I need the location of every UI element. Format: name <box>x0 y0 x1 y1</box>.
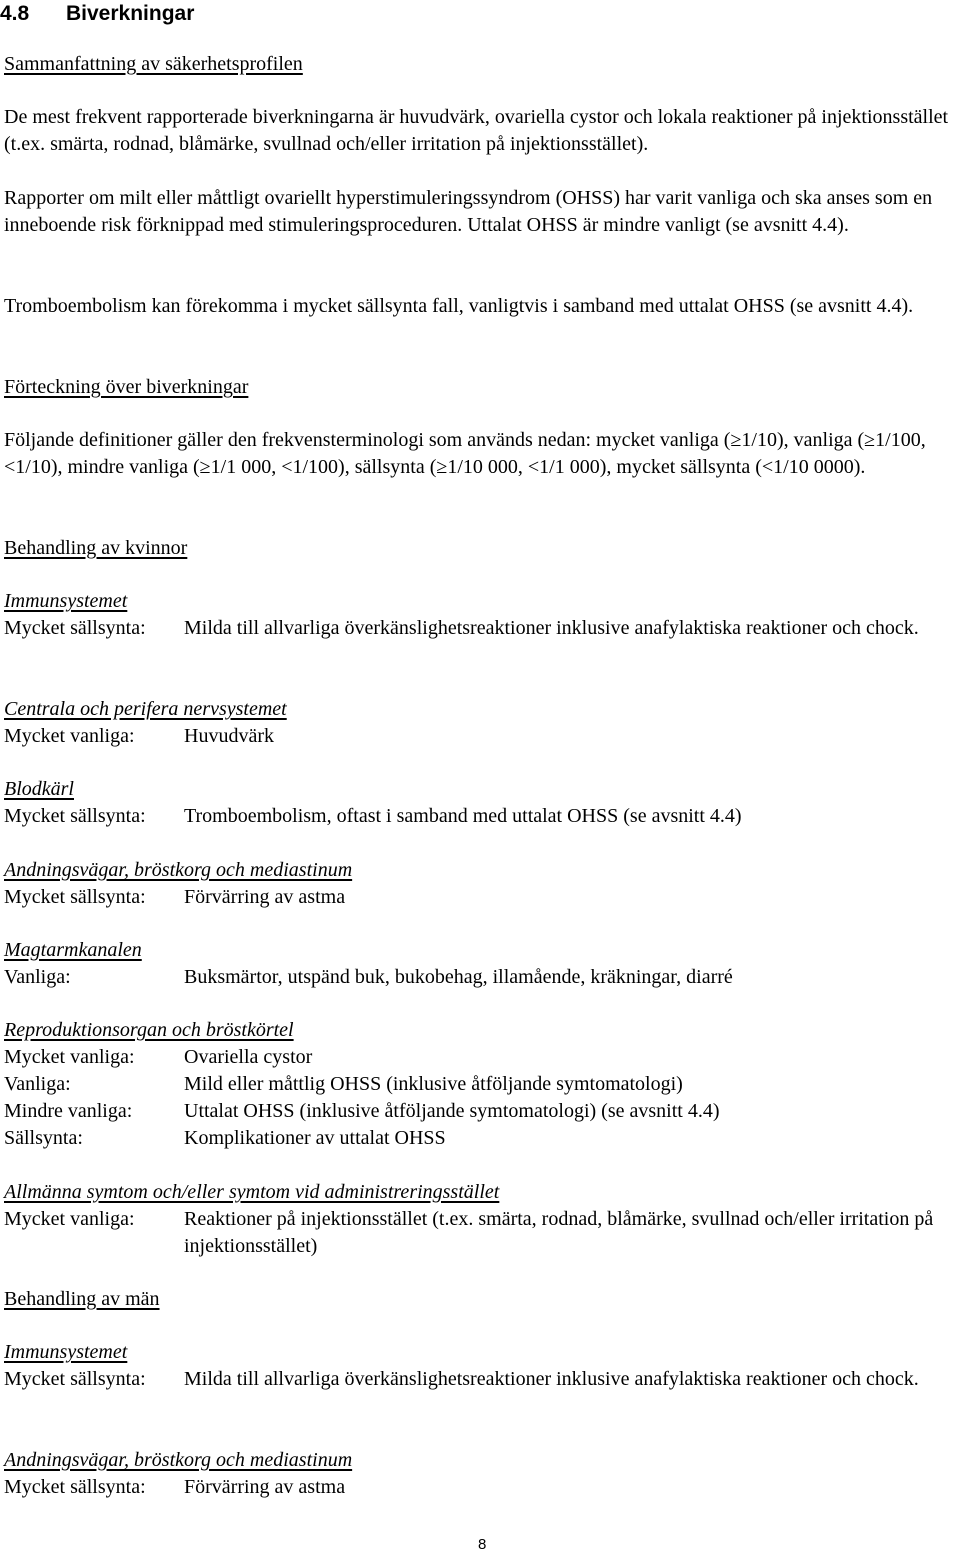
frequency-label: Mycket sällsynta: <box>4 1476 146 1498</box>
adverse-reaction-row <box>4 615 956 642</box>
organ-class-heading: Magtarmkanalen <box>4 939 142 961</box>
section-title: Biverkningar <box>66 2 195 25</box>
reaction-text: Förvärring av astma <box>184 1476 346 1498</box>
frequency-definitions: Följande definitioner gäller den frekvensterminologi som används nedan: mycket vanliga (≥1/10), vanliga (≥1/100, <1/10), mindre vanliga (≥1/1 000, <1/100), sällsynta (≥1/10 000, <1/1 000), mycket sällsynta (<1/10 0000). <box>4 429 926 478</box>
reaction-text: Ovariella cystor <box>184 1046 313 1068</box>
frequency-label: Mycket sällsynta: <box>4 886 146 908</box>
adverse-reaction-row <box>4 1044 956 1071</box>
reaction-text: Komplikationer av uttalat OHSS <box>184 1127 446 1149</box>
frequency-label: Mycket vanliga: <box>4 1046 135 1068</box>
reaction-text: Huvudvärk <box>184 725 274 747</box>
reaction-text: Milda till allvarliga överkänslighetsreaktioner inklusive anafylaktiska reaktioner och chock. <box>184 1368 919 1390</box>
reaction-text: Tromboembolism, oftast i samband med uttalat OHSS (se avsnitt 4.4) <box>184 805 742 827</box>
adverse-reaction-row <box>4 1366 956 1393</box>
section-number: 4.8 <box>0 2 30 25</box>
organ-class-heading: Blodkärl <box>4 778 74 800</box>
adverse-reaction-row <box>4 723 956 750</box>
reaction-text: Uttalat OHSS (inklusive åtföljande symtomatologi) (se avsnitt 4.4) <box>184 1100 720 1122</box>
organ-class-heading: Centrala och perifera nervsystemet <box>4 698 287 720</box>
adverse-reaction-row <box>4 1474 956 1501</box>
adverse-reaction-row <box>4 1125 956 1152</box>
page-number: 8 <box>478 1536 487 1553</box>
organ-class-heading: Allmänna symtom och/eller symtom vid administreringsstället <box>4 1181 500 1203</box>
frequency-label: Mycket sällsynta: <box>4 805 146 827</box>
organ-class-heading: Andningsvägar, bröstkorg och mediastinum <box>4 859 353 881</box>
frequency-label: Vanliga: <box>4 966 71 988</box>
organ-class-heading: Andningsvägar, bröstkorg och mediastinum <box>4 1449 353 1471</box>
reaction-text: Förvärring av astma <box>184 886 346 908</box>
organ-class-heading: Immunsystemet <box>4 590 128 612</box>
men-heading: Behandling av män <box>4 1288 160 1310</box>
frequency-label: Mycket sällsynta: <box>4 1368 146 1390</box>
summary-paragraph-3: Tromboembolism kan förekomma i mycket sällsynta fall, vanligtvis i samband med uttalat OHSS (se avsnitt 4.4). <box>4 295 914 317</box>
adverse-reaction-row <box>4 1206 956 1257</box>
organ-class-heading: Immunsystemet <box>4 1341 128 1363</box>
frequency-label: Mycket vanliga: <box>4 1208 135 1230</box>
women-heading: Behandling av kvinnor <box>4 537 188 559</box>
frequency-label: Vanliga: <box>4 1073 71 1095</box>
summary-paragraph-2: Rapporter om milt eller måttligt ovariellt hyperstimuleringssyndrom (OHSS) har varit vanliga och ska anses som en inneboende risk förknippad med stimuleringsproceduren. Uttalat OHSS är mindre vanligt (se avsnitt 4.4). <box>4 187 933 236</box>
summary-heading: Sammanfattning av säkerhetsprofilen <box>4 53 303 75</box>
frequency-label: Mycket sällsynta: <box>4 617 146 639</box>
adverse-reaction-row <box>4 884 956 911</box>
frequency-label: Mycket vanliga: <box>4 725 135 747</box>
adverse-reaction-row <box>4 964 956 991</box>
reaction-text: Mild eller måttlig OHSS (inklusive åtföljande symtomatologi) <box>184 1073 683 1095</box>
summary-paragraph-1: De mest frekvent rapporterade biverkningarna är huvudvärk, ovariella cystor och lokala reaktioner på injektionsstället (t.ex. smärta, rodnad, blåmärke, svullnad och/eller irritation på injektionsstället). <box>4 106 949 155</box>
adverse-reaction-row <box>4 1098 956 1125</box>
frequency-label: Sällsynta: <box>4 1127 83 1149</box>
adverse-reaction-row <box>4 803 956 830</box>
reaction-text: Buksmärtor, utspänd buk, bukobehag, illamående, kräkningar, diarré <box>184 966 733 988</box>
adverse-reaction-row <box>4 1071 956 1098</box>
reaction-text: Reaktioner på injektionsstället (t.ex. smärta, rodnad, blåmärke, svullnad och/eller irritation på injektionsstället) <box>184 1208 934 1257</box>
reaction-text: Milda till allvarliga överkänslighetsreaktioner inklusive anafylaktiska reaktioner och chock. <box>184 617 919 639</box>
organ-class-heading: Reproduktionsorgan och bröstkörtel <box>4 1019 294 1041</box>
listing-heading: Förteckning över biverkningar <box>4 376 249 398</box>
frequency-label: Mindre vanliga: <box>4 1100 133 1122</box>
